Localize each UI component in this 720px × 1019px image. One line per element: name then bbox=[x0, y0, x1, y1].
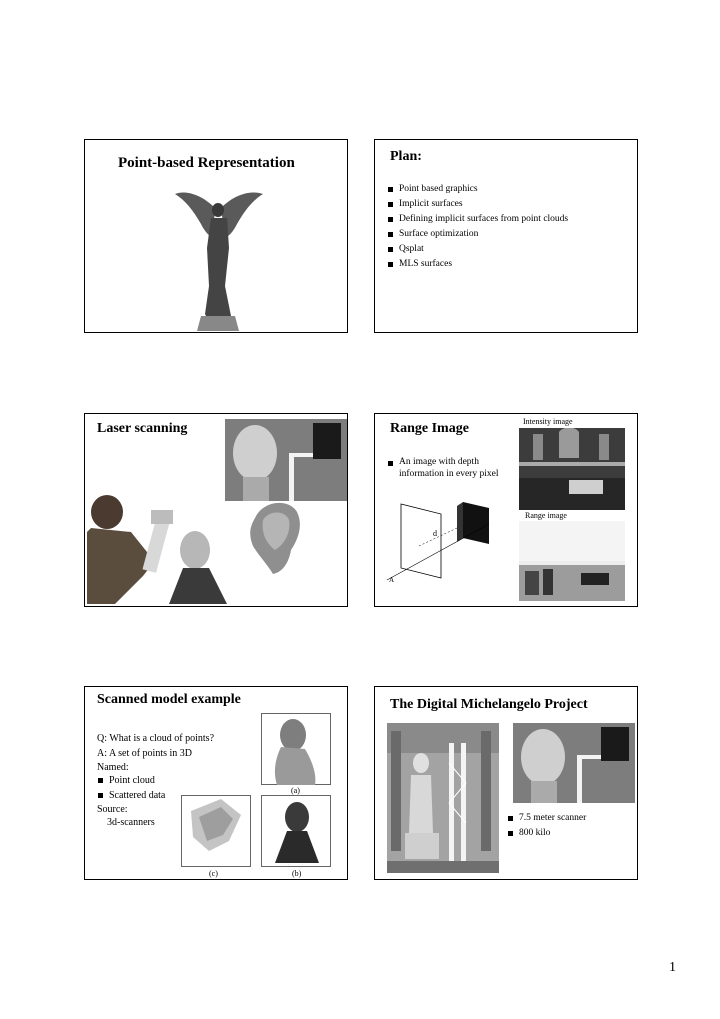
david-head-scanner-photo bbox=[513, 723, 635, 803]
list-item: Defining implicit surfaces from point clouds bbox=[387, 212, 568, 227]
slide-plan bbox=[374, 139, 638, 333]
range-list bbox=[387, 456, 505, 480]
range-diagram bbox=[385, 496, 505, 586]
range-image bbox=[519, 521, 625, 601]
slide-laser-scanning bbox=[84, 413, 348, 607]
plan-list bbox=[387, 182, 568, 272]
slide-title: Laser scanning bbox=[97, 421, 188, 436]
question-line: Q: What is a cloud of points? bbox=[97, 733, 215, 744]
david-scanner-photo bbox=[225, 419, 347, 501]
person-with-scanner-photo bbox=[87, 492, 237, 604]
slide-title: Plan: bbox=[390, 149, 422, 164]
list-item: Implicit surfaces bbox=[387, 197, 568, 212]
page-number: 1 bbox=[669, 960, 676, 975]
range-image-label: Range image bbox=[525, 511, 567, 520]
named-line: Named: bbox=[97, 762, 129, 773]
michelangelo-list bbox=[507, 811, 586, 841]
angel-statue-image bbox=[171, 186, 266, 331]
slide-point-based-representation bbox=[84, 139, 348, 333]
list-item: MLS surfaces bbox=[387, 257, 568, 272]
slide-title: Range Image bbox=[390, 421, 469, 436]
list-item: Point cloud bbox=[97, 773, 165, 788]
slide-digital-michelangelo bbox=[374, 686, 638, 880]
caption-a: (a) bbox=[291, 786, 300, 795]
source-label: Source: bbox=[97, 804, 128, 815]
list-item: Point based graphics bbox=[387, 182, 568, 197]
list-item: 800 kilo bbox=[507, 826, 586, 841]
caption-c: (c) bbox=[209, 869, 218, 878]
diagram-d-label: d bbox=[433, 529, 437, 538]
david-gallery-photo bbox=[387, 723, 499, 873]
intensity-image-label: Intensity image bbox=[523, 417, 573, 426]
diagram-a-label: A bbox=[389, 576, 395, 584]
intensity-image bbox=[519, 428, 625, 510]
scanned-head-model bbox=[245, 498, 305, 578]
slide-title: Scanned model example bbox=[97, 692, 241, 707]
source-value: 3d-scanners bbox=[107, 817, 155, 828]
list-item: Qsplat bbox=[387, 242, 568, 257]
list-item: 7.5 meter scanner bbox=[507, 811, 586, 826]
slide-title: The Digital Michelangelo Project bbox=[390, 697, 588, 712]
list-item: Surface optimization bbox=[387, 227, 568, 242]
slide-title: Point-based Representation bbox=[118, 155, 295, 171]
list-item: An image with depth information in every pixel bbox=[387, 456, 505, 480]
point-cloud-bust-a bbox=[261, 713, 331, 785]
answer-line: A: A set of points in 3D bbox=[97, 748, 193, 759]
slide-scanned-model-example bbox=[84, 686, 348, 880]
names-list bbox=[97, 773, 165, 803]
bust-model-b bbox=[261, 795, 331, 867]
caption-b: (b) bbox=[292, 869, 302, 878]
point-cloud-c bbox=[181, 795, 251, 867]
list-item: Scattered data bbox=[97, 788, 165, 803]
slide-range-image bbox=[374, 413, 638, 607]
